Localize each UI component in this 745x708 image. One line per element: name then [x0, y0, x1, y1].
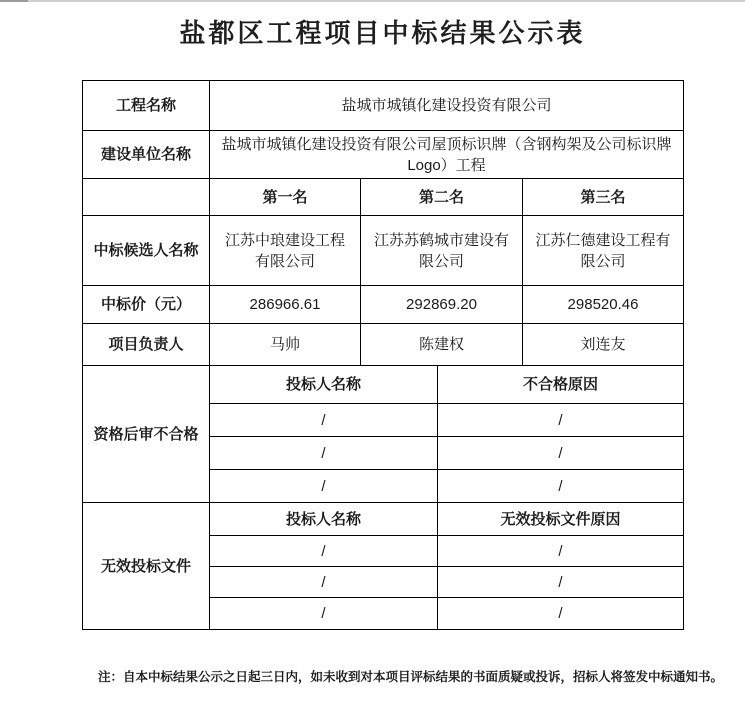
- post-qualification-bidder-3: /: [210, 470, 438, 503]
- candidate-first: 江苏中琅建设工程有限公司: [210, 216, 361, 286]
- owner-name-value: 盐城市城镇化建设投资有限公司屋顶标识牌（含钢构架及公司标识牌Logo）工程: [210, 131, 684, 179]
- rank-second-header: 第二名: [361, 179, 523, 216]
- rank-third-header: 第三名: [523, 179, 684, 216]
- post-qualification-reason-3: /: [438, 470, 684, 503]
- rank-header-empty-cell: [83, 179, 210, 216]
- project-manager-second: 陈建权: [361, 324, 523, 366]
- bid-price-label: 中标价（元）: [83, 286, 210, 324]
- invalid-bids-reason-3: /: [438, 598, 684, 630]
- footer-note: 注：自本中标结果公示之日起三日内，如未收到对本项目评标结果的书面质疑或投诉，招标人将签发中标通知书。: [98, 670, 724, 684]
- invalid-bids-bidder-2: /: [210, 567, 438, 598]
- bid-price-first: 286966.61: [210, 286, 361, 324]
- rank-header-row: [83, 179, 684, 216]
- invalid-bids-header-row: [83, 503, 684, 536]
- candidate-second: 江苏苏鹤城市建设有限公司: [361, 216, 523, 286]
- owner-name-row: [83, 131, 684, 179]
- bid-result-table: [82, 80, 684, 630]
- post-qualification-header-row: [83, 366, 684, 404]
- project-name-row: [83, 81, 684, 131]
- candidates-row: [83, 216, 684, 286]
- window-top-edge: [0, 0, 745, 2]
- bid-price-row: [83, 286, 684, 324]
- candidate-third: 江苏仁德建设工程有限公司: [523, 216, 684, 286]
- invalid-bids-reason-1: /: [438, 536, 684, 567]
- window-top-edge-left-segment: [0, 0, 28, 2]
- bid-price-third: 298520.46: [523, 286, 684, 324]
- post-qualification-reason-header: 不合格原因: [438, 366, 684, 404]
- post-qualification-reason-1: /: [438, 404, 684, 437]
- bid-price-second: 292869.20: [361, 286, 523, 324]
- project-manager-label: 项目负责人: [83, 324, 210, 366]
- invalid-bids-bidder-1: /: [210, 536, 438, 567]
- owner-name-label: 建设单位名称: [83, 131, 210, 179]
- invalid-bids-bidder-header: 投标人名称: [210, 503, 438, 536]
- invalid-bids-reason-header: 无效投标文件原因: [438, 503, 684, 536]
- project-name-label: 工程名称: [83, 81, 210, 131]
- invalid-bids-bidder-3: /: [210, 598, 438, 630]
- project-manager-row: [83, 324, 684, 366]
- invalid-bids-section-label: 无效投标文件: [83, 503, 210, 630]
- post-qualification-reason-2: /: [438, 437, 684, 470]
- post-qualification-section-label: 资格后审不合格: [83, 366, 210, 503]
- post-qualification-bidder-2: /: [210, 437, 438, 470]
- page-title: 盐都区工程项目中标结果公示表: [179, 18, 586, 48]
- project-manager-first: 马帅: [210, 324, 361, 366]
- post-qualification-bidder-header: 投标人名称: [210, 366, 438, 404]
- project-name-value: 盐城市城镇化建设投资有限公司: [210, 81, 684, 131]
- invalid-bids-reason-2: /: [438, 567, 684, 598]
- candidates-label: 中标候选人名称: [83, 216, 210, 286]
- project-manager-third: 刘连友: [523, 324, 684, 366]
- post-qualification-bidder-1: /: [210, 404, 438, 437]
- rank-first-header: 第一名: [210, 179, 361, 216]
